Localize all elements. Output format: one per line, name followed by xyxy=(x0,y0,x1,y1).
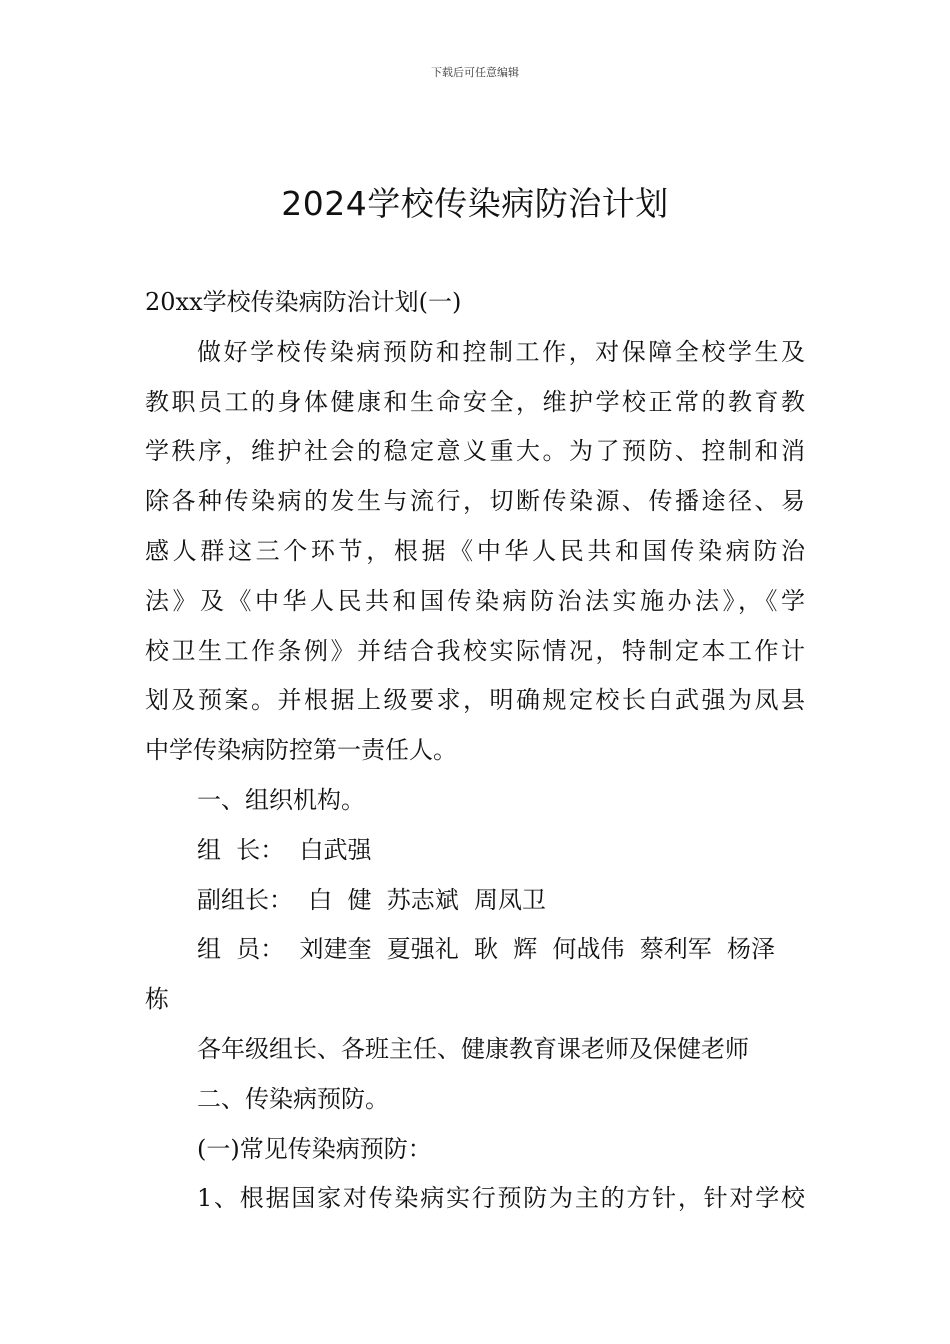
section-heading: 20xx学校传染病防治计划(一) xyxy=(145,288,462,316)
prevention-heading: 二、传染病预防。 xyxy=(197,1084,389,1113)
leader-line: 组 长： 白武强 xyxy=(197,835,372,864)
paragraph-line: 教职员工的身体健康和生命安全，维护学校正常的教育教 xyxy=(145,387,805,416)
document-title: 2024学校传染病防治计划 xyxy=(281,184,669,223)
paragraph-line: 做好学校传染病预防和控制工作，对保障全校学生及 xyxy=(197,337,805,366)
staff-line: 各年级组长、各班主任、健康教育课老师及保健老师 xyxy=(197,1034,749,1063)
paragraph-line: 划及预案。并根据上级要求，明确规定校长白武强为凤县 xyxy=(145,686,805,715)
paragraph-line: 法》及《中华人民共和国传染病防治法实施办法》，《学 xyxy=(145,586,805,615)
members-line: 组 员： 刘建奎 夏强礼 耿 辉 何战伟 蔡利军 杨泽 xyxy=(197,935,776,964)
paragraph-line: 除各种传染病的发生与流行，切断传染源、传播途径、易 xyxy=(145,487,805,516)
document-body xyxy=(145,278,805,1224)
paragraph-line: 中学传染病防控第一责任人。 xyxy=(145,736,457,765)
common-heading: (一)常见传染病预防： xyxy=(197,1134,432,1163)
org-heading: 一、组织机构。 xyxy=(197,785,365,814)
item-1-line: 1、根据国家对传染病实行预防为主的方针，针对学校 xyxy=(197,1184,805,1213)
paragraph-line: 校卫生工作条例》并结合我校实际情况，特制定本工作计 xyxy=(145,636,805,665)
deputy-line: 副组长： 白 健 苏志斌 周凤卫 xyxy=(197,885,547,914)
paragraph-line: 学秩序，维护社会的稳定意义重大。为了预防、控制和消 xyxy=(145,437,805,466)
header-note: 下载后可任意编辑 xyxy=(431,66,519,79)
members-continuation: 栋 xyxy=(145,985,169,1014)
paragraph-line: 感人群这三个环节，根据《中华人民共和国传染病防治 xyxy=(145,536,805,565)
